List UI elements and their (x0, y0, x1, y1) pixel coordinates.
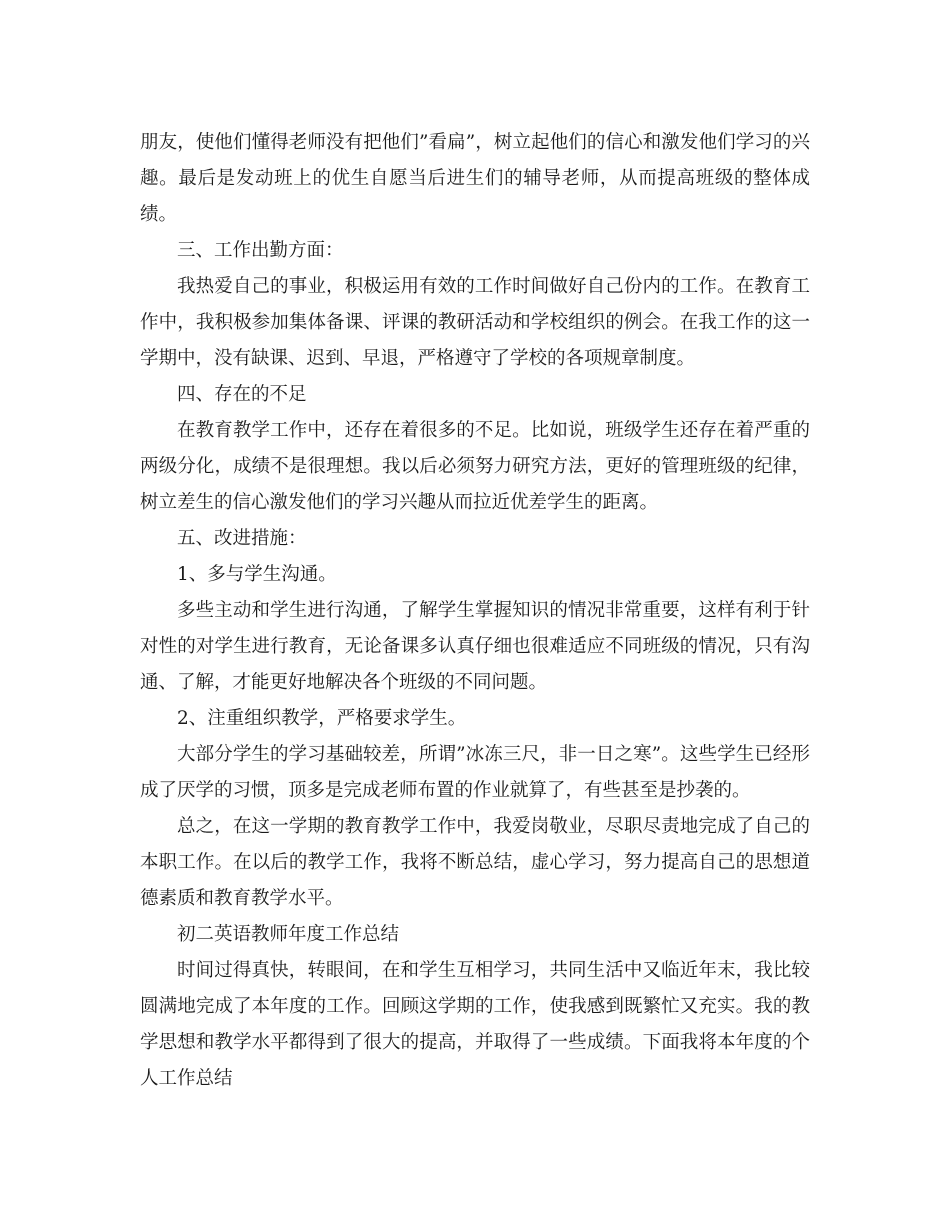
subheading-organization: 2、注重组织教学，严格要求学生。 (177, 708, 467, 729)
paragraph-conclusion: 总之，在这一学期的教育教学工作中，我爱岗敬业，尽职尽责地完成了自己的本职工作。在以后的教学工作，我将不断总结，虚心学习，努力提高自己的思想道德素质和教育教学水平。 (140, 816, 810, 909)
paragraph-intro: 时间过得真快，转眼间，在和学生互相学习，共同生活中又临近年末，我比较圆满地完成了本年度的工作。回顾这学期的工作，使我感到既繁忙又充实。我的教学思想和教学水平都得到了很大的提高，并取得了一些成绩。下面我将本年度的个人工作总结 (140, 960, 810, 1089)
paragraph-attendance: 我热爱自己的事业，积极运用有效的工作时间做好自己份内的工作。在教育工作中，我积极参加集体备课、评课的教研活动和学校组织的例会。在我工作的这一学期中，没有缺课、迟到、早退，严格遵守了学校的各项规章制度。 (140, 276, 810, 369)
heading-improvements: 五、改进措施： (177, 528, 307, 549)
heading-attendance: 三、工作出勤方面： (177, 240, 344, 261)
paragraph-organization: 大部分学生的学习基础较差，所谓”冰冻三尺，非一日之寒”。这些学生已经形成了厌学的习惯，顶多是完成老师布置的作业就算了，有些甚至是抄袭的。 (140, 744, 810, 801)
heading-shortcomings: 四、存在的不足 (177, 384, 307, 405)
document-body (140, 125, 810, 1097)
section-title: 初二英语教师年度工作总结 (177, 924, 400, 945)
paragraph-shortcomings: 在教育教学工作中，还存在着很多的不足。比如说，班级学生还存在着严重的两级分化，成绩不是很理想。我以后必须努力研究方法，更好的管理班级的纪律，树立差生的信心激发他们的学习兴趣从而拉近优差学生的距离。 (140, 420, 810, 513)
subheading-communication: 1、多与学生沟通。 (177, 564, 337, 585)
paragraph-continuation: 朋友，使他们懂得老师没有把他们”看扁”，树立起他们的信心和激发他们学习的兴趣。最后是发动班上的优生自愿当后进生们的辅导老师，从而提高班级的整体成绩。 (140, 132, 810, 225)
paragraph-communication: 多些主动和学生进行沟通，了解学生掌握知识的情况非常重要，这样有利于针对性的对学生进行教育，无论备课多认真仔细也很难适应不同班级的情况，只有沟通、了解，才能更好地解决各个班级的不同问题。 (140, 600, 810, 693)
